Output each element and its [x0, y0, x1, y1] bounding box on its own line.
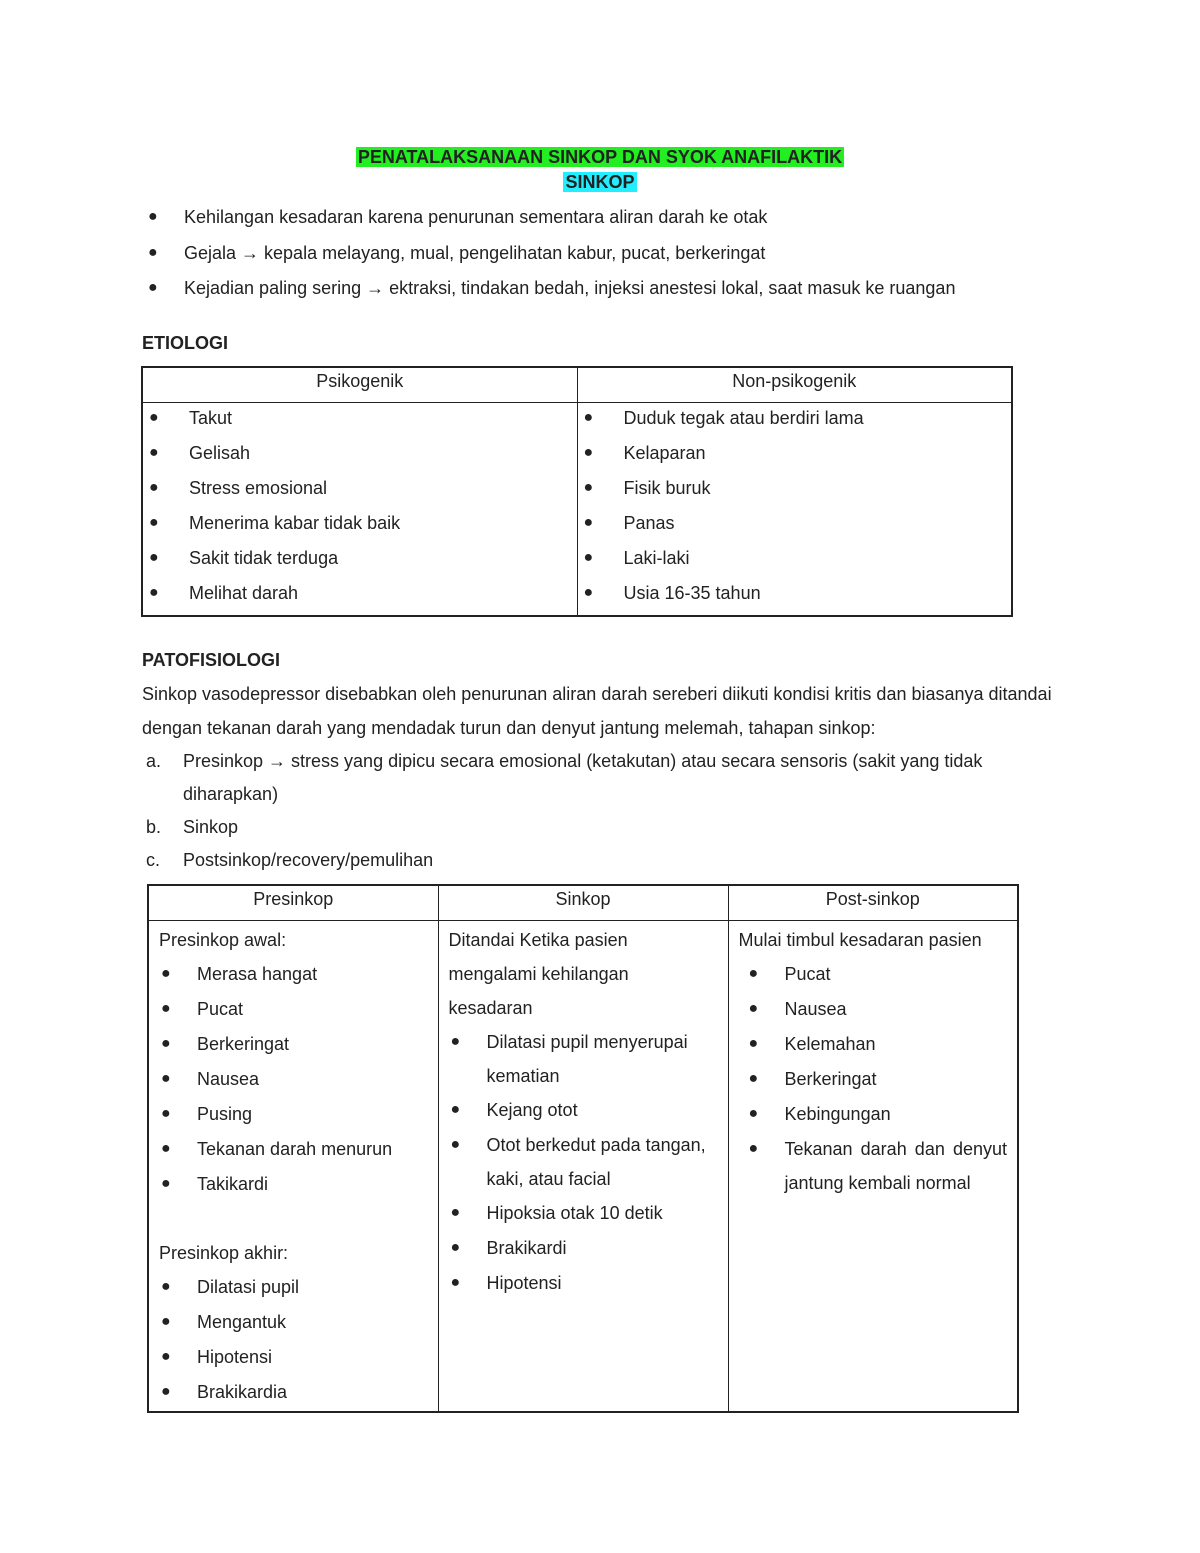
list-item: ● Kebingungan — [747, 1097, 1008, 1132]
bullet-icon: ● — [161, 1348, 171, 1365]
bullet-icon: ● — [450, 1204, 461, 1221]
list-item: ● Kelaparan — [578, 440, 1012, 475]
document-subtitle: SINKOP — [565, 172, 635, 192]
presinkop-akhir-list — [159, 1270, 428, 1410]
list-item: ● Berkeringat — [159, 1027, 428, 1062]
list-item: b. Sinkop — [146, 817, 239, 837]
stages-list — [146, 745, 1063, 877]
column-header-psikogenik: Psikogenik — [142, 367, 577, 403]
list-item: ● Berkeringat — [747, 1062, 1008, 1097]
bullet-icon: ● — [450, 1274, 461, 1291]
list-item: ● Brakikardia — [159, 1375, 428, 1410]
list-item: ● Usia 16-35 tahun — [578, 580, 1012, 615]
list-item: ● Brakikardi — [449, 1231, 718, 1266]
bullet-icon: ● — [148, 243, 158, 261]
column-header-presinkop: Presinkop — [148, 885, 438, 921]
list-item: ● Merasa hangat — [159, 957, 428, 992]
presinkop-awal-label: Presinkop awal: — [159, 930, 287, 950]
bullet-icon: ● — [450, 1239, 461, 1256]
presinkop-akhir-label: Presinkop akhir: — [159, 1243, 289, 1263]
list-item: ● Tekanan darah menurun — [159, 1132, 428, 1167]
bullet-icon: ● — [583, 514, 594, 531]
list-item: ● Nausea — [747, 992, 1008, 1027]
list-item: ● Duduk tegak atau berdiri lama — [578, 405, 1012, 440]
list-item: ● Pucat — [159, 992, 428, 1027]
post-sinkop-list — [747, 957, 1008, 1200]
column-header-non-psikogenik: Non-psikogenik — [577, 367, 1012, 403]
table-row — [142, 403, 1012, 617]
bullet-icon: ● — [450, 1136, 461, 1153]
psikogenik-list — [143, 405, 577, 615]
sinkop-cell — [438, 921, 728, 1413]
bullet-icon: ● — [161, 1175, 171, 1192]
presinkop-awal-list — [159, 957, 428, 1202]
table-header-row — [142, 367, 1012, 403]
list-item: ● Stress emosional — [143, 475, 577, 510]
list-item: ● Takut — [143, 405, 577, 440]
list-item: ● Gejala → kepala melayang, mual, pengelihatan kabur, pucat, berkeringat — [148, 240, 955, 276]
list-item: a. Presinkop → stress yang dipicu secara emosional (ketakutan) atau secara sensoris (sakit yang tidak diharapkan) — [146, 751, 983, 804]
bullet-icon: ● — [149, 409, 159, 426]
bullet-icon: ● — [148, 208, 158, 225]
bullet-icon: ● — [583, 409, 594, 426]
bullet-icon: ● — [161, 1070, 171, 1087]
psikogenik-cell — [142, 403, 577, 617]
phases-table — [147, 884, 1019, 1413]
bullet-icon: ● — [149, 514, 159, 531]
list-item: c. Postsinkop/recovery/pemulihan — [146, 850, 434, 870]
non-psikogenik-list — [578, 405, 1012, 615]
bullet-icon: ● — [161, 1105, 171, 1122]
document-title: PENATALAKSANAAN SINKOP DAN SYOK ANAFILAKTIK — [357, 147, 843, 167]
bullet-icon: ● — [149, 479, 159, 496]
sinkop-list — [449, 1025, 718, 1301]
column-header-post-sinkop: Post-sinkop — [728, 885, 1018, 921]
list-item: ● Laki-laki — [578, 545, 1012, 580]
list-item: ● Kejadian paling sering → ektraksi, tindakan bedah, injeksi anestesi lokal, saat masuk ke ruangan — [148, 275, 955, 311]
intro-bullet-list — [148, 204, 955, 311]
list-item: ● Pucat — [747, 957, 1008, 992]
list-item: ● Hipotensi — [159, 1340, 428, 1375]
list-item: ● Tekanan darah dan denyut jantung kembali normal — [747, 1132, 1008, 1200]
patofisiologi-paragraph: Sinkop vasodepressor disebabkan oleh penurunan aliran darah sereberi diikuti kondisi kritis dan biasanya ditandai dengan tekanan darah yang mendadak turun dan denyut jantung melemah, tahapan sinkop: — [142, 684, 1052, 738]
list-item: ● Kehilangan kesadaran karena penurunan sementara aliran darah ke otak — [148, 204, 955, 240]
bullet-icon: ● — [149, 444, 159, 461]
patofisiologi-heading: PATOFISIOLOGI — [142, 650, 281, 670]
bullet-icon: ● — [161, 1278, 171, 1295]
list-item: ● Nausea — [159, 1062, 428, 1097]
bullet-icon: ● — [748, 1070, 759, 1087]
bullet-icon: ● — [748, 1105, 759, 1122]
bullet-icon: ● — [161, 965, 171, 982]
sinkop-intro: Ditandai Ketika pasien mengalami kehilangan kesadaran — [448, 930, 629, 1018]
bullet-icon: ● — [161, 1313, 171, 1330]
bullet-icon: ● — [450, 1033, 461, 1050]
bullet-icon: ● — [161, 1383, 171, 1400]
document-subtitle-line — [0, 171, 1200, 193]
list-item: ● Gelisah — [143, 440, 577, 475]
post-sinkop-cell — [728, 921, 1018, 1413]
bullet-icon: ● — [748, 1000, 759, 1017]
spacer — [159, 1202, 428, 1236]
list-item: ● Kelemahan — [747, 1027, 1008, 1062]
bullet-icon: ● — [583, 584, 594, 601]
document-title-line — [0, 146, 1200, 168]
list-item: ● Kejang otot — [449, 1093, 718, 1128]
list-item: ● Dilatasi pupil menyerupai kematian — [449, 1025, 718, 1093]
list-item: ● Melihat darah — [143, 580, 577, 615]
post-sinkop-intro: Mulai timbul kesadaran pasien — [738, 930, 982, 950]
bullet-icon: ● — [450, 1101, 461, 1118]
bullet-icon: ● — [748, 965, 759, 982]
bullet-icon: ● — [583, 549, 594, 566]
etiologi-table — [141, 366, 1013, 617]
presinkop-cell — [148, 921, 438, 1413]
list-item: ● Mengantuk — [159, 1305, 428, 1340]
list-item: ● Takikardi — [159, 1167, 428, 1202]
bullet-icon: ● — [149, 549, 159, 566]
list-item: ● Otot berkedut pada tangan, kaki, atau facial — [449, 1128, 718, 1196]
list-item: ● Panas — [578, 510, 1012, 545]
list-item: ● Fisik buruk — [578, 475, 1012, 510]
table-row — [148, 921, 1018, 1413]
bullet-icon: ● — [161, 1140, 171, 1157]
etiologi-heading: ETIOLOGI — [142, 333, 229, 353]
list-item: ● Dilatasi pupil — [159, 1270, 428, 1305]
list-item: ● Sakit tidak terduga — [143, 545, 577, 580]
column-header-sinkop: Sinkop — [438, 885, 728, 921]
bullet-icon: ● — [748, 1035, 759, 1052]
bullet-icon: ● — [161, 1000, 171, 1017]
list-item: ● Menerima kabar tidak baik — [143, 510, 577, 545]
bullet-icon: ● — [583, 444, 594, 461]
non-psikogenik-cell — [577, 403, 1012, 617]
bullet-icon: ● — [148, 279, 158, 296]
list-item: ● Hipoksia otak 10 detik — [449, 1196, 718, 1231]
table-header-row — [148, 885, 1018, 921]
bullet-icon: ● — [149, 584, 159, 601]
bullet-icon: ● — [583, 479, 594, 496]
list-item: ● Pusing — [159, 1097, 428, 1132]
bullet-icon: ● — [161, 1035, 171, 1052]
bullet-icon: ● — [748, 1140, 759, 1157]
list-item: ● Hipotensi — [449, 1266, 718, 1301]
